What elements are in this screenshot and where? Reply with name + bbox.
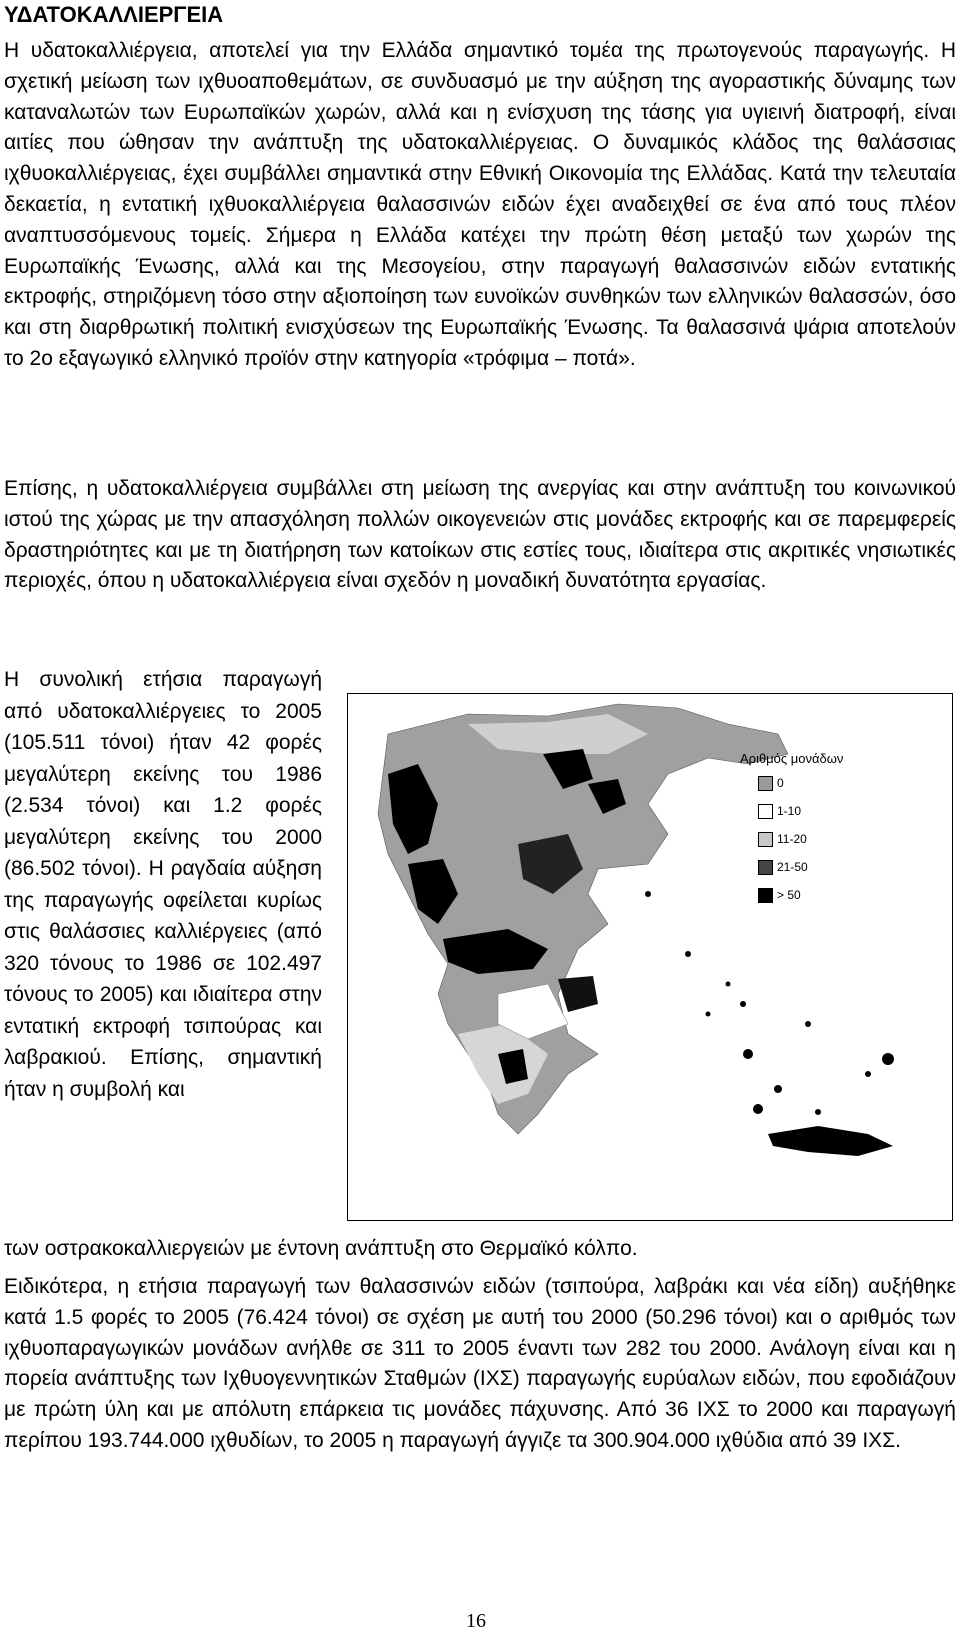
legend-item bbox=[758, 802, 801, 820]
legend-swatch bbox=[758, 776, 773, 791]
legend-item bbox=[758, 830, 807, 848]
map-region-dark-attica bbox=[558, 976, 598, 1012]
legend-label: 1-10 bbox=[777, 804, 802, 818]
map-island bbox=[726, 982, 731, 987]
paragraph-employment: Επίσης, η υδατοκαλλιέργεια συμβάλλει στη μείωση της ανεργίας και στην ανάπτυξη του κοινωνικού ιστού της χώρας με την απασχόληση πολλών οικογενειών στις μονάδες εκτροφής και σε παρεμφερείς δραστηριότητες και με τη διατήρηση των κατοίκων στις εστίες τους, ιδιαίτερα στις ακριτικές νησιωτικές περιοχές, όπου η υδατοκαλλιέργεια είναι σχεδόν η μοναδική δυνατότητα εργασίας. bbox=[4, 477, 956, 593]
map-island bbox=[645, 891, 651, 897]
paragraph-intro: Η υδατοκαλλιέργεια, αποτελεί για την Ελλάδα σημαντικό τομέα της πρωτογενούς παραγωγής. Η σχετική μείωση των ιχθυοαποθεμάτων, σε συνδυασμό με την αύξηση της αγοραστικής δύναμης των καταναλωτών των Ευρωπαϊκών χωρών, αλλά και η ενίσχυση της τάσης για υγιεινή διατροφή, είναι αιτίες που ώθησαν την ανάπτυξη της υδατοκαλλιέργειας. Ο δυναμικός κλάδος της θαλάσσιας ιχθυοκαλλιέργειας, έχει συμβάλλει σημαντικά στην Εθνική Οικονομία της Ελλάδας. Κατά την τελευταία δεκαετία, η εντατική ιχθυοκαλλιέργεια θαλασσινών ειδών έχει αναδειχθεί σε ένα από τους πλέον αναπτυσσόμενους τομείς. Σήμερα η Ελλάδα κατέχει την πρώτη θέση μεταξύ των χωρών της Ευρωπαϊκής Ένωσης, αλλά και της Μεσογείου, στην παραγωγή θαλασσινών ειδών εντατικής εκτροφής, στηριζόμενη τόσο στην αξιοποίηση των ευνοϊκών συνθηκών των ελληνικών θαλασσών, όσο και στη διαρθρωτική πολιτική ενισχύσεων της Ευρωπαϊκής Ένωσης. Τα θαλασσινά ψάρια αποτελούν το 2ο εξαγωγικό ελληνικό προϊόν στην κατηγορία «τρόφιμα – ποτά». bbox=[4, 39, 956, 370]
paragraph-production-left: Η συνολική ετήσια παραγωγή από υδατοκαλλιέργειες το 2005 (105.511 τόνοι) ήταν 42 φορές μεγαλύτερη εκείνης του 1986 (2.534 τόνοι) και 1.2 φορές μεγαλύτερη εκείνης του 2000 (86.502 τόνοι). Η ραγδαία αύξηση της παραγωγής οφείλεται κυρίως στις θαλάσσιες καλλιέργειες (από 320 τόνους το 1986 σε 102.497 τόνους το 2005) και ιδιαίτερα στην εντατική εκτροφή τσιπούρας και λαβρακιού. Επίσης, σημαντική ήταν η συμβολή και bbox=[4, 668, 322, 1101]
legend-label: 21-50 bbox=[777, 860, 808, 874]
legend-label: 11-20 bbox=[777, 832, 807, 846]
map-island bbox=[805, 1021, 811, 1027]
legend-swatch bbox=[758, 888, 773, 903]
legend-item bbox=[758, 886, 801, 904]
map-island-crete bbox=[768, 1126, 893, 1156]
map-island bbox=[753, 1104, 763, 1114]
map-island bbox=[865, 1071, 871, 1077]
map-island bbox=[706, 1012, 711, 1017]
map-island bbox=[774, 1085, 782, 1093]
map-island bbox=[685, 951, 691, 957]
greece-map-figure bbox=[347, 693, 953, 1221]
legend-swatch bbox=[758, 804, 773, 819]
legend-item bbox=[758, 774, 784, 792]
page-number: 16 bbox=[466, 1610, 486, 1632]
paragraph-production-tail: των οστρακοκαλλιεργειών με έντονη ανάπτυξη στο Θερμαϊκό κόλπο. bbox=[4, 1237, 638, 1260]
legend-swatch bbox=[758, 832, 773, 847]
section-title: ΥΔΑΤΟΚΑΛΛΙΕΡΓΕΙΑ bbox=[4, 2, 224, 27]
legend-label: 0 bbox=[777, 776, 784, 790]
map-island bbox=[740, 1001, 746, 1007]
legend-title: Αριθμός μονάδων bbox=[740, 751, 844, 766]
map-island bbox=[815, 1109, 821, 1115]
map-island bbox=[743, 1049, 753, 1059]
paragraph-marine-species: Ειδικότερα, η ετήσια παραγωγή των θαλασσινών ειδών (τσιπούρα, λαβράκι και νέα είδη) αυξήθηκε κατά 1.5 φορές το 2005 (76.424 τόνοι) σε σχέση με αυτή του 2000 (50.296 τόνοι) και ο αριθμός των ιχθυοπαραγωγικών μονάδων ανήλθε σε 311 το 2005 έναντι των 282 του 2000. Ανάλογη είναι και η πορεία ανάπτυξης των Ιχθυογεννητικών Σταθμών (ΙΧΣ) παραγωγής ευρύαλων ειδών, που εφοδιάζουν με πρώτη ύλη και με απόλυτη επάρκεια τις μονάδες πάχυνσης. Από 36 ΙΧΣ το 2000 και παραγωγή περίπου 193.744.000 ιχθυδίων, το 2005 η παραγωγή άγγιζε τα 300.904.000 ιχθύδια από 39 ΙΧΣ. bbox=[4, 1275, 956, 1452]
legend-label: > 50 bbox=[777, 888, 801, 902]
greece-map bbox=[348, 694, 953, 1221]
legend-swatch bbox=[758, 860, 773, 875]
map-island bbox=[882, 1053, 894, 1065]
legend-item bbox=[758, 858, 808, 876]
